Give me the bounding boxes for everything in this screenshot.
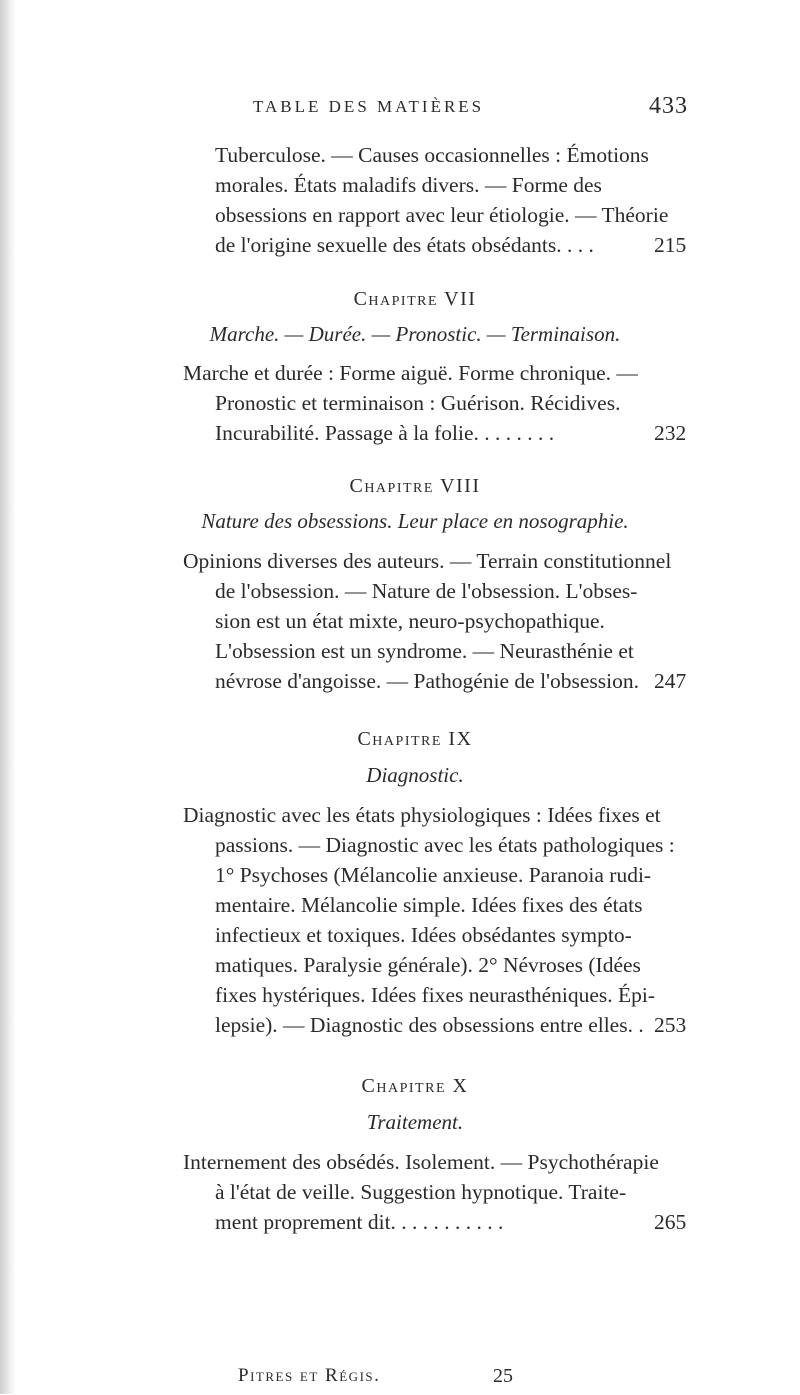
toc-entry-chapitre-ix [183, 800, 707, 1040]
page-header [0, 93, 800, 123]
toc-entry-chapitre-x [183, 1147, 707, 1237]
toc-page-ref: 215 [654, 233, 687, 257]
toc-entry-line: L'obsession est un syndrome. — Neurasthénie et [215, 639, 634, 663]
footer-author: Pitres et Régis. [238, 1365, 381, 1386]
running-title: TABLE DES MATIÈRES [253, 97, 485, 116]
toc-entry-line: passions. — Diagnostic avec les états pathologiques : [215, 833, 675, 857]
toc-entry-line: Internement des obsédés. Isolement. — Psychothérapie [183, 1150, 659, 1174]
toc-entry-line: 1° Psychoses (Mélancolie anxieuse. Paranoia rudi- [215, 863, 652, 887]
toc-entry-line: fixes hystériques. Idées fixes neurasthéniques. Épi- [215, 983, 656, 1007]
toc-entry-line: mentaire. Mélancolie simple. Idées fixes des états [215, 893, 643, 917]
chapter-heading: Chapitre VII [353, 288, 477, 310]
chapter-subtitle: Marche. — Durée. — Pronostic. — Terminaison. [209, 322, 621, 346]
toc-entry-line: morales. États maladifs divers. — Forme des [215, 173, 602, 197]
toc-entry-line: de l'origine sexuelle des états obsédants. . . . [215, 233, 594, 257]
signature-mark: 25 [493, 1365, 513, 1387]
toc-page-ref: 247 [654, 669, 687, 693]
toc-entry-line: Pronostic et terminaison : Guérison. Récidives. [215, 391, 621, 415]
toc-entry-line: Incurabilité. Passage à la folie. . . . . . . . [215, 421, 555, 445]
toc-entry-line: de l'obsession. — Nature de l'obsession. L'obses- [215, 579, 638, 603]
toc-entry-line: Diagnostic avec les états physiologiques : Idées fixes et [183, 803, 661, 827]
toc-entry-line: Marche et durée : Forme aiguë. Forme chronique. — [183, 361, 638, 385]
toc-entry-line: Opinions diverses des auteurs. — Terrain constitutionnel [183, 549, 672, 573]
chapter-heading: Chapitre IX [357, 728, 473, 750]
toc-page-ref: 265 [654, 1210, 687, 1234]
chapter-subtitle: Nature des obsessions. Leur place en nosographie. [201, 509, 629, 533]
page-number: 433 [649, 93, 688, 119]
toc-entry-line: lepsie). — Diagnostic des obsessions entre elles. . [215, 1013, 644, 1037]
chapter-heading: Chapitre X [361, 1075, 469, 1097]
toc-entry-line: infectieux et toxiques. Idées obsédantes sympto- [215, 923, 632, 947]
toc-entry-line: sion est un état mixte, neuro-psychopathique. [215, 609, 605, 633]
toc-page-ref: 253 [654, 1013, 687, 1037]
toc-entry-line: matiques. Paralysie générale). 2° Névroses (Idées [215, 953, 641, 977]
toc-entry-tuberculose [183, 140, 707, 260]
toc-entry-line: ment proprement dit. . . . . . . . . . . [215, 1210, 504, 1234]
chapter-heading: Chapitre VIII [349, 475, 481, 497]
toc-entry-line: Tuberculose. — Causes occasionnelles : Émotions [215, 143, 649, 167]
page-footer [0, 1365, 800, 1395]
toc-entry-line: obsessions en rapport avec leur étiologie. — Théorie [215, 203, 669, 227]
toc-entry-chapitre-viii [183, 546, 707, 696]
chapter-subtitle: Traitement. [366, 1110, 464, 1134]
toc-entry-line: à l'état de veille. Suggestion hypnotique. Traite- [215, 1180, 627, 1204]
toc-page-ref: 232 [654, 421, 687, 445]
chapter-subtitle: Diagnostic. [366, 763, 464, 787]
toc-entry-line: névrose d'angoisse. — Pathogénie de l'obsession. [215, 669, 639, 693]
toc-entry-chapitre-vii [183, 358, 707, 448]
